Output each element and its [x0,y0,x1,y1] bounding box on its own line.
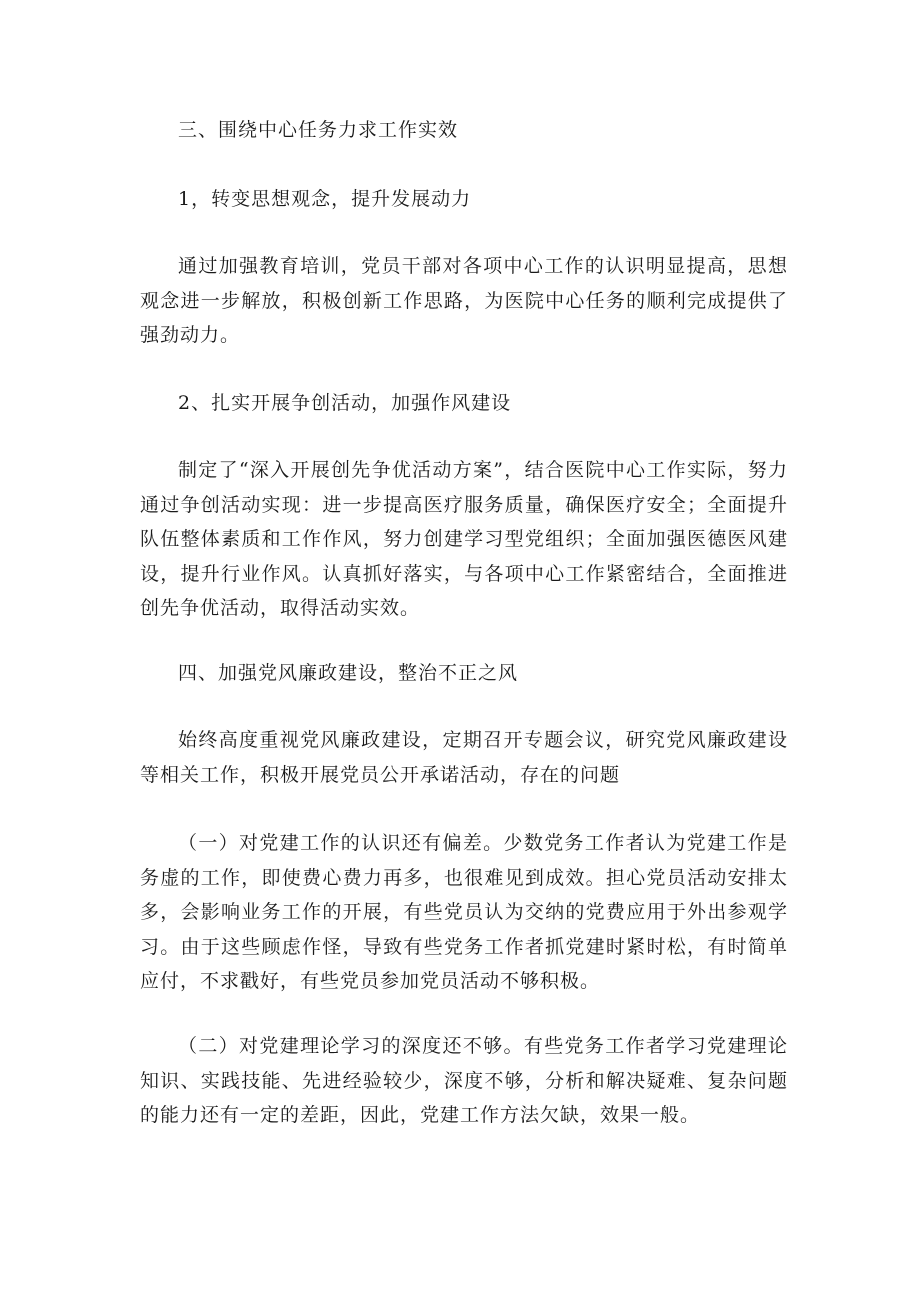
section-heading-4: 四、加强党风廉政建设，整治不正之风 [178,662,519,684]
paragraph-activity-plan: 制定了“深入开展创先争优活动方案”，结合医院中心工作实际，努力通过争创活动实现：进一步提高医疗服务质量，确保医疗安全；全面提升队伍整体素质和工作作风，努力创建学习型党组织；全面加强医德医风建设，提升行业作风。认真抓好落实，与各项中心工作紧密结合，全面推进创先争优活动，取得活动实效。 [140,459,788,619]
paragraph-education-training: 通过加强教育培训，党员干部对各项中心工作的认识明显提高，思想观念进一步解放，积极创新工作思路，为医院中心任务的顺利完成提供了强劲动力。 [140,255,788,346]
section-heading-3: 三、围绕中心任务力求工作实效 [178,119,459,141]
paragraph-problem-one: （一）对党建工作的认识还有偏差。少数党务工作者认为党建工作是务虚的工作，即使费心费力再多，也很难见到成效。担心党员活动安排太多，会影响业务工作的开展，有些党员认为交纳的党费应用于外出参观学习。由于这些顾虑作怪，导致有些党务工作者抓党建时紧时松，有时简单应付，不求戳好，有些党员参加党员活动不够积极。 [140,832,788,992]
paragraph-integrity-building: 始终高度重视党风廉政建设，定期召开专题会议，研究党风廉政建设等相关工作，积极开展党员公开承诺活动，存在的问题 [140,729,788,786]
paragraph-problem-two: （二）对党建理论学习的深度还不够。有些党务工作者学习党建理论知识、实践技能、先进经验较少，深度不够，分析和解决疑难、复杂问题的能力还有一定的差距，因此，党建工作方法欠缺，效果一般。 [140,1035,788,1126]
subsection-heading-2: 2、扎实开展争创活动，加强作风建设 [178,392,512,414]
subsection-heading-1: 1，转变思想观念，提升发展动力 [178,188,472,210]
